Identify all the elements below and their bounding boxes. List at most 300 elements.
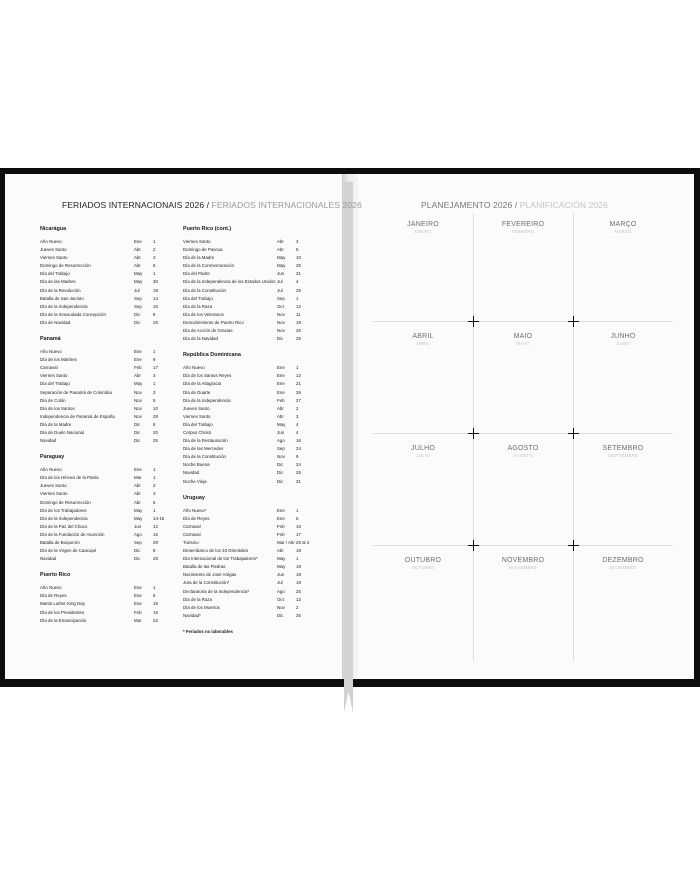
crosshair-mark <box>468 540 479 551</box>
holiday-row <box>183 372 308 380</box>
holiday-day: 1 <box>296 507 299 513</box>
holiday-day: 24 <box>296 462 301 468</box>
year-planning-grid <box>373 213 673 661</box>
month-name-es: JUNIO <box>615 341 631 346</box>
holiday-row <box>183 311 308 319</box>
holiday-name: Día de la Fundación de Asunción <box>40 531 105 537</box>
holiday-day: 1 <box>153 381 156 387</box>
month-name: MAIO <box>513 333 533 340</box>
holiday-row <box>40 466 165 474</box>
holiday-month: Sep <box>277 295 285 301</box>
holiday-month: Abr <box>134 491 141 497</box>
holiday-day: 3 <box>296 239 299 244</box>
holiday-name: Navidad* <box>183 612 201 618</box>
holiday-month: Abr <box>277 548 284 554</box>
holiday-month: Ene <box>277 381 285 387</box>
holiday-row <box>183 515 308 523</box>
holiday-row <box>183 523 308 531</box>
holiday-day: 25 <box>296 612 301 618</box>
month-name: JANEIRO <box>407 221 439 228</box>
holiday-day: 1 <box>153 475 156 481</box>
holiday-month: Sep <box>134 540 142 545</box>
holiday-day: 19 <box>153 601 158 607</box>
holiday-row <box>40 270 165 278</box>
holiday-row <box>40 356 165 364</box>
month-name-es: SEPTIEMBRE <box>607 453 639 458</box>
holiday-day: 24 <box>296 446 301 452</box>
holiday-row <box>40 584 165 592</box>
planning-title-es: PLANIFICACIÓN 2026 <box>519 200 608 210</box>
holiday-row <box>40 303 165 311</box>
holiday-day: 22 <box>153 617 158 623</box>
holiday-month: Ene <box>134 467 142 473</box>
holiday-month: Ago <box>134 531 142 537</box>
bookmark-ribbon[interactable] <box>344 182 353 713</box>
holiday-row <box>40 254 165 262</box>
holiday-month: May <box>277 421 286 427</box>
holiday-name: Día de la Constitución <box>183 454 226 460</box>
holiday-month: Dic <box>134 429 141 435</box>
holiday-row <box>183 270 308 278</box>
holiday-day: 15 <box>153 303 158 309</box>
holiday-name: Día de la Revolución <box>40 287 81 293</box>
holiday-name: Día del Trabajo <box>183 421 213 427</box>
country-heading: República Dominicana <box>183 352 241 359</box>
month-cell-janeiro[interactable] <box>373 221 473 234</box>
holiday-month: Dic <box>277 336 284 342</box>
holiday-month: Nov <box>134 405 142 411</box>
month-name: SETEMBRO <box>602 445 644 452</box>
holiday-name: Independencia de Panamá de España <box>40 413 115 419</box>
holiday-row <box>183 238 308 246</box>
holiday-row <box>183 478 308 486</box>
planning-title <box>421 200 608 210</box>
holiday-name: Batalla de San Jacinto <box>40 295 84 301</box>
holiday-day: 5 <box>153 397 156 403</box>
holiday-month: May <box>134 507 143 513</box>
holiday-day: 21 <box>296 381 301 387</box>
holiday-name: Batalla de Boquerón <box>40 540 80 545</box>
holiday-name: Día de los Muertos <box>183 604 220 610</box>
title-separator: / <box>204 200 212 210</box>
holiday-day: 19 <box>296 548 301 554</box>
holiday-day: 1 <box>153 507 156 513</box>
holiday-month: Ene <box>277 515 285 521</box>
holiday-month: Abr <box>277 239 284 244</box>
holiday-name: Día de la Emancipación <box>40 617 87 623</box>
holiday-month: Jul <box>277 287 283 293</box>
holiday-row <box>183 405 308 413</box>
holiday-month: Abr <box>134 247 141 253</box>
crosshair-mark <box>568 540 579 551</box>
holiday-name: Viernes Santo <box>40 373 68 379</box>
crosshair-mark <box>568 428 579 439</box>
holiday-day: 8 <box>153 311 156 317</box>
country-section <box>183 352 308 485</box>
holiday-month: May <box>134 515 143 521</box>
holiday-day: 12 <box>296 596 301 602</box>
month-cell-setembro[interactable] <box>573 445 673 458</box>
holiday-name: Domingo de Resurrección <box>40 263 91 269</box>
holiday-row <box>183 539 308 547</box>
holiday-name: Descubrimiento de Puerto Rico <box>183 319 244 325</box>
holiday-day: 5 <box>296 247 299 253</box>
holiday-month: Ene <box>134 239 142 244</box>
holiday-name: Día de la Independencia <box>40 303 88 309</box>
holiday-month: Feb <box>277 531 285 537</box>
holiday-month: Nov <box>277 311 285 317</box>
holiday-day: 16 <box>296 438 301 444</box>
holiday-day: 17 <box>296 531 301 537</box>
month-cell-junho[interactable] <box>573 333 673 346</box>
holiday-month: Abr <box>277 413 284 419</box>
month-name: AGOSTO <box>507 445 539 452</box>
holiday-month: Jun <box>277 429 285 435</box>
holiday-day: 26 <box>296 389 301 395</box>
holiday-day: 12 <box>296 303 301 309</box>
holiday-name: Día de Navidad <box>40 319 71 325</box>
holiday-row <box>40 547 165 555</box>
month-name: DEZEMBRO <box>602 557 644 564</box>
holiday-row <box>183 461 308 469</box>
holiday-month: Abr <box>134 483 141 489</box>
holiday-day: 31 <box>296 478 301 484</box>
month-name-es: MARZO <box>614 229 632 234</box>
holiday-name: Navidad <box>40 556 57 562</box>
title-separator: / <box>512 200 520 210</box>
country-section <box>183 226 308 343</box>
holiday-row <box>40 617 165 625</box>
holiday-row <box>183 445 308 453</box>
grid-divider <box>373 545 673 546</box>
holiday-name: Noche Vieja <box>183 478 207 484</box>
country-section <box>40 336 165 445</box>
holiday-name: Día de los Santos <box>40 405 75 411</box>
holiday-month: Dic <box>277 478 284 484</box>
holiday-day: 3 <box>153 491 156 497</box>
holiday-name: Día de la Paz del Chaco <box>40 523 88 529</box>
holiday-day: 18 <box>296 564 301 570</box>
holiday-month: Dic <box>134 556 141 562</box>
holiday-row <box>183 319 308 327</box>
holiday-month: Ago <box>277 588 285 594</box>
holiday-row <box>40 389 165 397</box>
crosshair-mark <box>468 428 479 439</box>
holiday-name: Viernes Santo <box>40 255 68 261</box>
country-section <box>40 572 165 624</box>
holiday-day: 25 <box>153 438 158 444</box>
holidays-footnote: * Feriados no laborables <box>183 628 233 634</box>
holiday-month: Nov <box>277 319 285 325</box>
holiday-row <box>183 364 308 372</box>
holiday-row <box>40 429 165 437</box>
holiday-name: Día de la Conmemoración <box>183 263 235 269</box>
holiday-row <box>40 499 165 507</box>
holiday-month: Ene <box>277 507 285 513</box>
holiday-name: Día de la Inmaculada Concepción <box>40 311 106 317</box>
holiday-month: Ene <box>134 585 142 591</box>
holiday-day: 1 <box>153 585 156 591</box>
holiday-name: Día de la Constitución <box>183 287 226 293</box>
holidays-title-pt: FERIADOS INTERNACIONAIS 2026 <box>62 200 205 210</box>
holiday-day: 25 <box>296 263 301 269</box>
holiday-row <box>40 474 165 482</box>
holiday-row <box>183 429 308 437</box>
holiday-name: Día de la Raza <box>183 303 213 309</box>
holiday-month: May <box>134 271 143 277</box>
holiday-row <box>40 482 165 490</box>
holiday-month: Dic <box>134 319 141 325</box>
holiday-row <box>183 507 308 515</box>
holiday-row <box>183 413 308 421</box>
holiday-month: Abr <box>277 247 284 253</box>
holiday-row <box>183 563 308 571</box>
holiday-month: Oct <box>277 303 284 309</box>
holiday-name: Día de la Independencia de los Estados Unidos <box>183 279 276 285</box>
holiday-row <box>40 421 165 429</box>
holiday-name: Año Nuevo <box>40 349 62 355</box>
holiday-row <box>40 523 165 531</box>
month-cell-maio[interactable] <box>473 333 573 346</box>
holiday-row <box>183 588 308 596</box>
holiday-day: 21 <box>296 271 301 277</box>
month-name: ABRIL <box>412 333 434 340</box>
holiday-day: 12 <box>153 523 158 529</box>
holiday-month: Dic <box>134 548 141 554</box>
holiday-row <box>40 262 165 270</box>
holiday-row <box>40 311 165 319</box>
month-name-es: NOVIEMBRE <box>508 565 538 570</box>
holiday-day: 1 <box>153 239 156 244</box>
holiday-name: Jueves Santo <box>183 405 210 411</box>
holiday-row <box>183 327 308 335</box>
month-name-es: JULIO <box>416 453 430 458</box>
holiday-month: Ene <box>277 389 285 395</box>
holiday-name: Día de las Madres <box>40 279 76 285</box>
holiday-row <box>40 437 165 445</box>
holiday-day: 9 <box>153 357 156 363</box>
holiday-name: Turismo <box>183 540 199 545</box>
holiday-month: Ene <box>134 349 142 355</box>
month-name-es: ENERO <box>414 229 432 234</box>
holiday-day: 5 <box>153 499 156 505</box>
holiday-name: Nacimiento de José Artigas <box>183 572 237 578</box>
holiday-month: Feb <box>134 609 142 615</box>
holiday-day: 2 <box>296 604 299 610</box>
holiday-day: 4 <box>296 429 299 435</box>
holiday-name: Viernes Santo <box>183 413 211 419</box>
holiday-name: Día de los Santos Reyes <box>183 373 232 379</box>
holiday-row <box>183 389 308 397</box>
holiday-month: Ene <box>277 373 285 379</box>
holiday-row <box>183 453 308 461</box>
holiday-day: 1 <box>153 349 156 355</box>
holiday-name: Batalla de las Piedras <box>183 564 226 570</box>
holiday-month: Feb <box>277 397 285 403</box>
holiday-name: Día de Reyes <box>40 593 67 599</box>
country-heading: Uruguay <box>183 494 205 501</box>
holiday-month: Sep <box>277 446 285 452</box>
holiday-month: Dic <box>277 462 284 468</box>
holiday-day: 25 <box>153 319 158 325</box>
holiday-row <box>40 380 165 388</box>
holiday-day: 28 <box>153 413 158 419</box>
holiday-name: Domingo de Pascua <box>183 247 223 253</box>
holiday-row <box>40 364 165 372</box>
holiday-row <box>183 547 308 555</box>
holiday-day: 3 <box>153 373 156 379</box>
month-name-es: MAYO <box>516 341 530 346</box>
holiday-row <box>183 571 308 579</box>
holiday-name: Viernes Santo <box>183 239 211 244</box>
holiday-row <box>183 397 308 405</box>
holiday-row <box>40 507 165 515</box>
holiday-name: Día de la Altagracia <box>183 381 222 387</box>
holiday-name: Noche Buena <box>183 462 210 468</box>
holiday-name: Día de la Restauración <box>183 438 228 444</box>
holiday-day: 8 <box>153 548 156 554</box>
holiday-row <box>40 319 165 327</box>
holiday-day: 2 <box>296 405 299 411</box>
holiday-name: Carnaval <box>183 523 201 529</box>
holiday-day: 16 <box>296 523 301 529</box>
month-name-es: FEBRERO <box>511 229 535 234</box>
country-section <box>40 454 165 563</box>
month-cell-novembro[interactable] <box>473 557 573 570</box>
holiday-month: Abr <box>277 405 284 411</box>
holiday-month: Jul <box>277 580 283 586</box>
holiday-day: 20 <box>153 429 158 435</box>
holiday-row <box>183 579 308 587</box>
month-cell-agosto[interactable] <box>473 445 573 458</box>
holidays-column-1 <box>40 226 165 634</box>
holiday-name: Día del Padre <box>183 271 210 277</box>
holiday-name: Día de los Veteranos <box>183 311 224 317</box>
holiday-name: Año Nuevo <box>183 365 205 371</box>
holiday-month: Jul <box>277 279 283 285</box>
holidays-column-2 <box>183 226 308 634</box>
holiday-name: Navidad <box>183 470 200 476</box>
holiday-row <box>183 604 308 612</box>
holiday-name: Separación de Panamá de Colombia <box>40 389 112 395</box>
holiday-month: Jun <box>277 271 285 277</box>
holiday-row <box>183 596 308 604</box>
holiday-day: 18 <box>296 580 301 586</box>
holiday-day: 19 <box>153 287 158 293</box>
holiday-row <box>183 531 308 539</box>
holiday-day: 10 <box>296 255 301 261</box>
month-name-es: ABRIL <box>416 341 430 346</box>
holiday-name: Día de Acción de Gracias <box>183 328 233 334</box>
holiday-month: May <box>277 263 286 269</box>
holiday-day: 3 <box>153 255 156 261</box>
holiday-row <box>40 348 165 356</box>
holiday-row <box>183 469 308 477</box>
holiday-name: Corpus Christi <box>183 429 211 435</box>
country-heading: Nicarágua <box>40 226 67 232</box>
holiday-day: 25 <box>296 588 301 594</box>
country-heading: Puerto Rico <box>40 572 71 579</box>
planning-title-pt: PLANEJAMENTO 2026 <box>421 200 513 210</box>
holiday-row <box>183 287 308 295</box>
holiday-name: Día Internacional de los Trabajadores* <box>183 556 258 562</box>
holiday-month: Abr <box>134 373 141 379</box>
month-name: NOVEMBRO <box>501 557 545 564</box>
holiday-row <box>40 238 165 246</box>
holiday-day: 3 <box>296 413 299 419</box>
holiday-name: Día de Reyes <box>183 515 210 521</box>
holiday-month: Mar <box>134 617 142 623</box>
holiday-month: Mar / Abr <box>277 540 295 545</box>
month-cell-outubro[interactable] <box>373 557 473 570</box>
holiday-month: Feb <box>277 523 285 529</box>
holiday-day: 10 <box>153 405 158 411</box>
holiday-day: 15 <box>153 531 158 537</box>
holiday-row <box>183 262 308 270</box>
holiday-name: Jura de la Constitución* <box>183 580 230 586</box>
country-heading: Puerto Rico (cont.) <box>183 226 232 232</box>
holiday-name: Martin Luther King Day <box>40 601 85 607</box>
holiday-name: Día de Duarte <box>183 389 211 395</box>
holiday-day: 25 <box>296 470 301 476</box>
holiday-month: Sep <box>134 303 142 309</box>
holiday-name: Navidad <box>40 438 57 444</box>
month-name: FEVEREIRO <box>501 221 545 228</box>
holidays-title <box>62 200 362 210</box>
holiday-name: Día de la Raza <box>183 596 213 602</box>
crosshair-mark <box>468 316 479 327</box>
month-cell-março[interactable] <box>573 221 673 234</box>
holiday-row <box>183 254 308 262</box>
holiday-row <box>183 380 308 388</box>
holiday-month: Ago <box>277 438 285 444</box>
holiday-month: Ene <box>134 601 142 607</box>
holiday-month: Ene <box>277 365 285 371</box>
month-cell-julho[interactable] <box>373 445 473 458</box>
holiday-month: Nov <box>277 454 285 460</box>
month-name: MARÇO <box>609 221 637 228</box>
month-cell-fevereiro[interactable] <box>473 221 573 234</box>
holiday-row <box>40 397 165 405</box>
holiday-row <box>183 421 308 429</box>
holiday-name: Declaratoria de la Independencia* <box>183 588 250 594</box>
holiday-name: Viernes Santo <box>40 491 68 497</box>
holiday-month: Jul <box>134 287 140 293</box>
holiday-day: 9 <box>296 454 299 460</box>
holiday-row <box>40 600 165 608</box>
month-cell-dezembro[interactable] <box>573 557 673 570</box>
holiday-row <box>40 531 165 539</box>
month-cell-abril[interactable] <box>373 333 473 346</box>
holiday-day: 12 <box>296 373 301 379</box>
holiday-name: Año Nuevo* <box>183 507 207 513</box>
holiday-month: May <box>134 381 143 387</box>
holiday-month: Abr <box>134 499 141 505</box>
holiday-name: Día de Colón <box>40 397 66 403</box>
holiday-day: 14 <box>153 295 158 301</box>
holiday-month: Nov <box>277 328 285 334</box>
holiday-day: 3 <box>153 389 156 395</box>
holiday-row <box>183 555 308 563</box>
holiday-name: Jueves Santo <box>40 247 67 253</box>
holiday-day: 4 <box>296 421 299 427</box>
holiday-row <box>40 295 165 303</box>
holiday-name: Día de la Independencia <box>183 397 231 403</box>
holiday-name: Día de la Independencia <box>40 515 88 521</box>
holiday-day: 2 <box>153 247 156 253</box>
holiday-month: Nov <box>134 397 142 403</box>
holiday-name: Día del Trabajo <box>183 295 213 301</box>
